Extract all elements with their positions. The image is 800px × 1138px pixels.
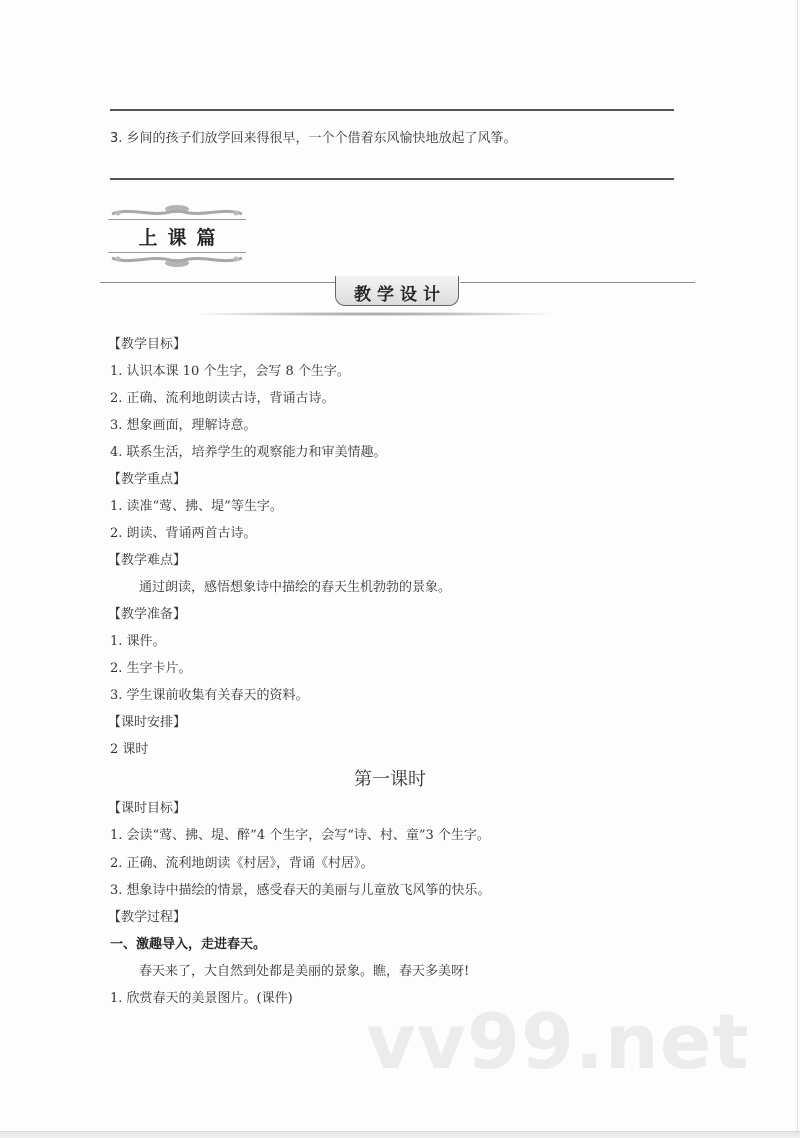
section-banner (106, 203, 248, 269)
goal-item: 2. 正确、流利地朗读古诗，背诵古诗。 (110, 391, 335, 406)
goal-item: 3. 想象画面，理解诗意。 (110, 418, 257, 433)
step1-text: 春天来了，大自然到处都是美丽的景象。瞧，春天多美呀! (139, 964, 470, 979)
lesson-goal-item: 1. 会读“莺、拂、堤、醉”4 个生字，会写“诗、村、童”3 个生字。 (110, 828, 490, 843)
preparation-item: 2. 生字卡片。 (110, 661, 192, 676)
step1-title: 一、激趣导入，走进春天。 (110, 937, 267, 952)
key-point-item: 2. 朗读、背诵两首古诗。 (110, 526, 257, 541)
page-edge (797, 0, 798, 1131)
lesson-goal-item: 2. 正确、流利地朗读《村居》，背诵《村居》。 (110, 856, 374, 871)
preparation-item: 3. 学生课前收集有关春天的资料。 (110, 688, 309, 703)
goal-item: 1. 认识本课 10 个生字，会写 8 个生字。 (110, 364, 350, 379)
exercise-item-3: 3. 乡间的孩子们放学回来得很早，一个个借着东风愉快地放起了风筝。 (110, 131, 517, 146)
lesson-goals-heading: 【课时目标】 (108, 801, 187, 816)
preparation-heading: 【教学准备】 (108, 607, 187, 622)
preparation-item: 1. 课件。 (110, 634, 166, 649)
key-points-heading: 【教学重点】 (108, 472, 187, 487)
difficulties-heading: 【教学难点】 (108, 553, 187, 568)
key-point-item: 1. 读准“莺、拂、堤”等生字。 (110, 499, 283, 514)
process-heading: 【教学过程】 (108, 910, 187, 925)
lesson-title: 第一课时 (354, 769, 426, 790)
banner-rule-left (100, 282, 335, 283)
step1-item: 1. 欣赏春天的美景图片。(课件) (110, 991, 293, 1006)
section-title: 上课篇 (138, 227, 226, 249)
difficulties-text: 通过朗读，感悟想象诗中描绘的春天生机勃勃的景象。 (139, 580, 452, 595)
answer-line (110, 109, 674, 111)
answer-line (110, 178, 674, 180)
goals-heading: 【教学目标】 (108, 337, 187, 352)
lesson-goal-item: 3. 想象诗中描绘的情景，感受春天的美丽与儿童放飞风筝的快乐。 (110, 883, 491, 898)
schedule-heading: 【课时安排】 (108, 715, 187, 730)
design-banner-title: 教学设计 (354, 285, 446, 305)
design-banner (327, 276, 467, 306)
schedule-text: 2 课时 (110, 742, 149, 757)
banner-shadow (200, 312, 550, 316)
watermark: vv99.net (366, 997, 750, 1086)
goal-item: 4. 联系生活，培养学生的观察能力和审美情趣。 (110, 445, 387, 460)
ornament-icon (110, 255, 244, 267)
ornament-icon (110, 205, 244, 217)
banner-rule-right (460, 282, 695, 283)
